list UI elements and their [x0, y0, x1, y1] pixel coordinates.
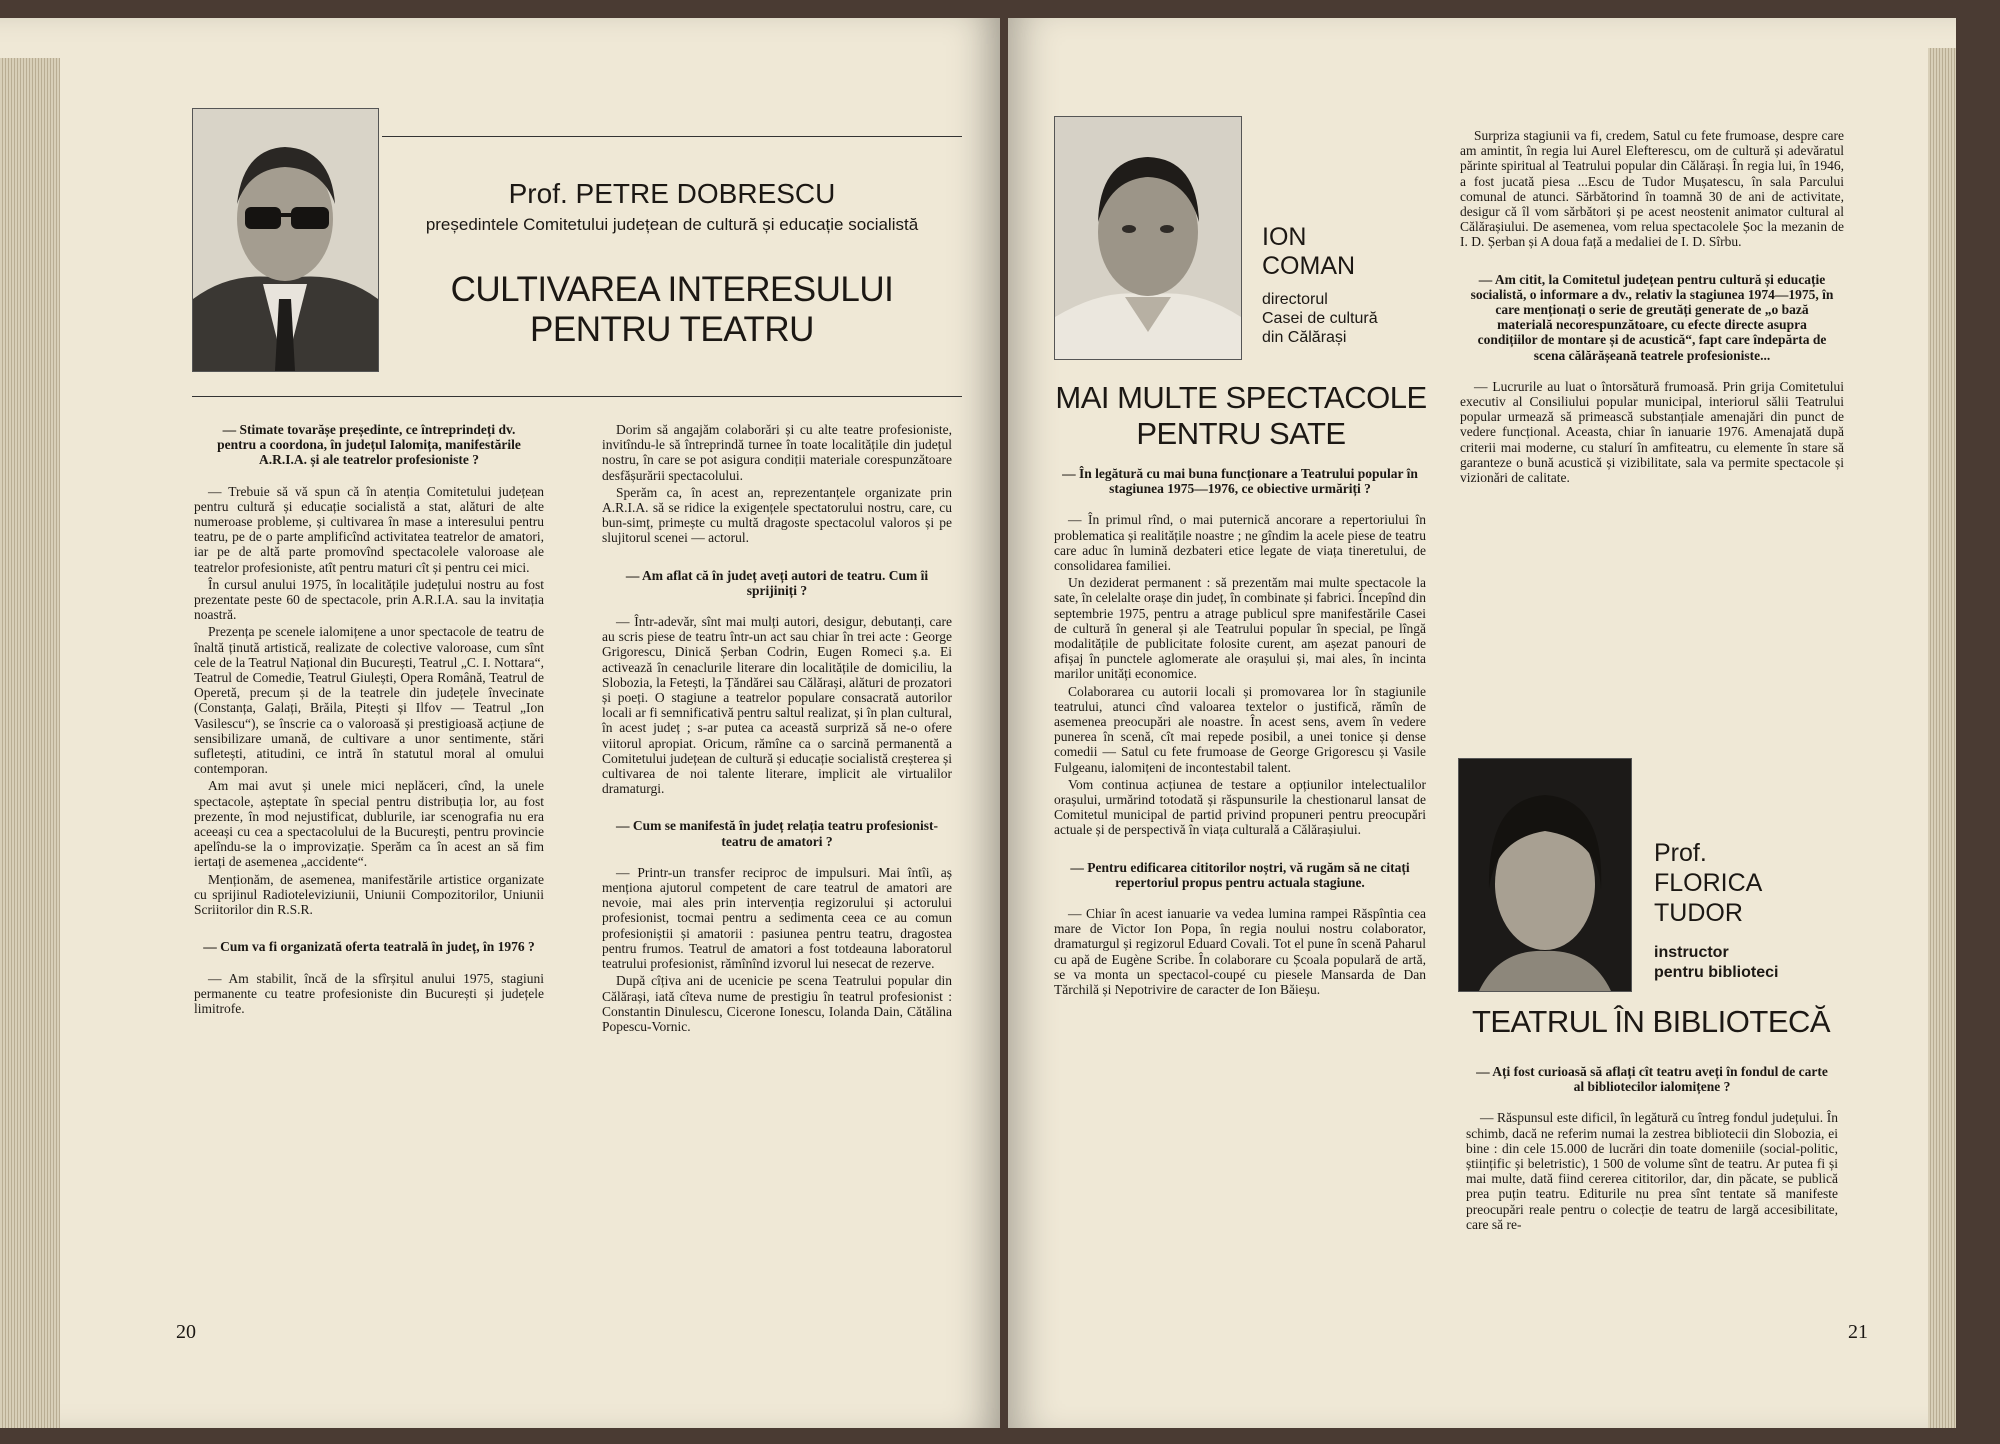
headline-line-2: PENTRU TEATRU	[530, 310, 814, 350]
article-column-2	[602, 422, 952, 1036]
author2-line-3: TUDOR	[1654, 899, 1743, 927]
author1-role-line-3: din Călărași	[1262, 329, 1347, 346]
article-1-column-2	[1460, 128, 1844, 487]
paragraph: — În primul rînd, o mai puternică ancorare a repertoriului în problematica și realitățile noastre ; ne gîndim la acele piese de teatru care aduc în lumină dezbateri etice legate de viața tineretului, de consolidarea familiei.	[1054, 512, 1426, 574]
portrait-man-icon	[1055, 117, 1241, 359]
portrait-man-glasses-icon	[193, 109, 378, 371]
paragraph: Colaborarea cu autorii locali și promovarea lor în stagiunile teatrului, atunci cînd valoarea textelor o justifică, rămîn de asemenea preocupări ale noastre. În acest sens, avem în vedere punerea în scenă, cît mai repede posibil, a unei tonice și dense comedii — Satul cu fete frumoase de George Grigorescu și Vasile Fulgeanu, ialomițeni de incontestabil talent.	[1054, 683, 1426, 775]
paragraph: Prezența pe scenele ialomițene a unor spectacole de teatru de înaltă ținută artistică, realizate de colective valoroase, cum sînt cele de la Teatrul Național din București, Teatrul „C. I. Nottara“, Teatrul de Comedie, Teatrul Giulești, Opera Română, Teatrul de Operetă, precum și de la teatrele din județele învecinate (Constanța, Galați, Brăila, Pitești și Ilfov — Teatrul „Ion Vasilescu“), se înscrie ca o valoroasă și prestigioasă acțiune de sensibilizare umană, de cultivare a unor sentimente, stări sufletești, atitudini, ce intră în statutul moral al omului contemporan.	[194, 624, 544, 777]
header-rule-top	[382, 136, 962, 137]
paragraph: — Într-adevăr, sînt mai mulți autori, desigur, debutanți, care au scris piese de teatru într-un act sau chiar în trei acte : George Grigorescu, Dinică Șerban Codrin, Eugen Romeci ș.a. Ei activează în cenaclurile literare din localitățile de domiciliu, la Slobozia, la Fetești, la Țăndărei sau Călărași, alături de prozatori și poeți. O stagiune a teatrelor populare consacrată autorilor locali ar fi semnificativă pentru saltul realizat, și în plan cultural, în acest județ ; s-ar putea ca această surpriză să ne-o ofere viitorul apropiat. Oricum, rămîne ca o sarcină permanentă a Comitetului județean de cultură și educație socialistă creșterea și cultivarea de noi talente literare, implicit ale virtualilor dramaturgi.	[602, 614, 952, 797]
headline-line-1: CULTIVAREA INTERESULUI	[450, 270, 894, 309]
author1-role	[1262, 290, 1378, 347]
author-role: președintele Comitetului județean de cultură și educație socialistă	[425, 215, 919, 234]
paragraph: — Printr-un transfer reciproc de impulsuri. Mai întîi, aș menționa ajutorul competent de care teatrul de amatori are nevoie, mai ales prin intervenția regizorului și actorului profesionist, tocmai pentru a sedimenta ceea ce au comun profesioniștii și amatorii : pasiunea pentru teatru, dragostea pentru frumos. Teatrul de amatori a fost totdeauna laboratorul teatrului profesionist, rămînînd izvorul lui nesecat de rezerve.	[602, 864, 952, 972]
author2-role	[1654, 943, 1778, 983]
interview-question: — Cum va fi organizată oferta teatrală în județ, în 1976 ?	[203, 939, 535, 955]
paragraph: — Lucrurile au luat o întorsătură frumoasă. Prin grija Comitetului executiv al Consiliului popular municipal, interiorul sălii Teatrului popular urmează să primească substanțiale amenajări din punct de vedere funcțional. Aceasta, chiar în ianuarie 1976. Amenajată după criterii mai moderne, cu stalurí în amfiteatru, cu elemente în stare să garanteze o bună acustică și vizibilitate, sala va permite spectacole și vizionări de calitate.	[1460, 378, 1844, 486]
author-name: Prof. PETRE DOBRESCU	[508, 178, 836, 209]
author2-line-1: Prof.	[1654, 839, 1707, 867]
page-edges-right	[1928, 48, 1956, 1428]
paragraph: După cîțiva ani de ucenicie pe scena Teatrului popular din Călărași, iată cîteva nume de prestigiu în teatrul profesionist : Constantin Dinulescu, Cicerone Ionescu, Iolanda Dain, Cătălina Popescu-Vornic.	[602, 973, 952, 1034]
left-page	[0, 18, 1000, 1428]
article-2-column	[1466, 1064, 1838, 1234]
paragraph: Sperăm ca, în acest an, reprezentanțele organizate prin A.R.I.A. să se ridice la exigențele spectatorului nostru, care, cu bun-simț, primește cu multă dragoste spectacolul valoros și pe slujitorul scenei — actorul.	[602, 484, 952, 546]
page-number-right: 21	[1848, 1321, 1868, 1343]
headline-1-line-1: MAI MULTE SPECTACOLE	[1055, 380, 1427, 415]
paragraph: Dorim să angajăm colaborări și cu alte teatre profesioniste, invitîndu-le să întreprindă turnee în toate localitățile din județul nostru, în care se pot asigura condiții materiale corespunzătoare desfășurării spectacolului.	[602, 422, 952, 483]
paragraph: Surpriza stagiunii va fi, credem, Satul cu fete frumoase, despre care am amintit, în regia lui Aurel Elefterescu, om de cultură și adevăratul părinte spiritual al Teatrului popular din Călărași. În regia lui, în 1946, a fost jucată piesa ...Escu de Tudor Mușatescu, în sala Parcului comunal de atunci. Sărbătorind în toamnă 30 de ani de activitate, desigur că îl vom sărbători și pe acest neostenit animator cultural al Călărașiului. De asemenea, vom relua spectacolele Șoc la mezanin de I. D. Șerban și A doua față a medaliei de I. D. Sîrbu.	[1460, 128, 1844, 250]
portrait-petre-dobrescu	[192, 108, 379, 372]
paragraph: — Răspunsul este dificil, în legătură cu întreg fondul județului. În schimb, dacă ne referim numai la zestrea bibliotecii din Slobozia, ei bine : din cele 15.000 de lucrări din toate domeniile (social-politic, științific și beletristic), 1 500 de volume sînt de teatru. Ar putea fi și mai multe, dată fiind cererea cititorilor, dar, din păcate, se publică prea puțin teatru. Editurile nu prea sînt tentate să manifeste preocupări reale pentru o colecție de teatru de largă accesibilitate, care să re-	[1466, 1110, 1838, 1232]
interview-question: — Ați fost curioasă să aflați cît teatru aveți în fondul de carte al bibliotecilor ialomițene ?	[1476, 1064, 1828, 1095]
portrait-ion-coman	[1054, 116, 1242, 360]
paragraph: — Am stabilit, încă de la sfîrșitul anului 1975, stagiuni permanente cu teatre profesioniste din București și județele limitrofe.	[194, 970, 544, 1016]
author1-role-line-1: directorul	[1262, 291, 1328, 308]
header-rule-bottom	[192, 396, 962, 397]
author1-name	[1262, 223, 1355, 281]
interview-question: — În legătură cu mai buna funcționare a Teatrului popular în stagiunea 1975—1976, ce obiective urmăriți ?	[1062, 466, 1418, 497]
author1-role-line-2: Casei de cultură	[1262, 310, 1378, 327]
interview-question: — Stimate tovarășe președinte, ce întreprindeți dv. pentru a coordona, în județul Ialomița, manifestările A.R.I.A. și ale teatrelor profesioniste ?	[217, 422, 521, 468]
paragraph: În cursul anului 1975, în localitățile județului nostru au fost prezentate peste 60 de spectacole, prin A.R.I.A. sau la invitația noastră.	[194, 576, 544, 623]
headline-1-line-2: PENTRU SATE	[1136, 415, 1346, 451]
headline-1	[1048, 380, 1434, 451]
paragraph: Vom continua acțiunea de testare a opțiunilor intelectualilor orașului, urmărind totodată și răspunsurile la chestionarul lansat de Comitetul municipal de partid privind propuneri pentru preocupări actuale și de perspectivă în viața culturală a Călărașiului.	[1054, 776, 1426, 838]
author2-role-line-2: pentru biblioteci	[1654, 964, 1779, 981]
paragraph: — Trebuie să vă spun că în atenția Comitetului județean pentru cultură și educație socialistă a stat, alături de alte numeroase probleme, și cultivarea în mase a interesului pentru teatru, pe de o parte amplificînd activitatea teatrelor de amatori, iar pe de altă parte promovînd spectacolele valoroase ale teatrelor profesioniste, atît pentru maturi cît și pentru cei mici.	[194, 483, 544, 575]
page-number-left: 20	[176, 1321, 196, 1343]
article-column-1	[194, 422, 544, 1018]
portrait-florica-tudor	[1458, 758, 1632, 992]
page-edges-left	[0, 58, 60, 1428]
paragraph: Un deziderat permanent : să prezentăm mai multe spectacole la sate, în celelalte orașe din județ, în combinate și fabrici. Începînd din septembrie 1975, pentru a atrage publicul spre manifestările Casei de cultură în general și ale Teatrului popular în special, pe lîngă modalitățile de publicitate folosite curent, am așezat panouri de afișaj în punctele aglomerate ale orașului și, mai ales, în incinta marilor unități economice.	[1054, 575, 1426, 682]
portrait-woman-icon	[1459, 759, 1631, 991]
paragraph: Am mai avut și unele mici neplăceri, cînd, la unele spectacole, așteptate în special pentru distribuția lor, au fost prezente, în mod nejustificat, dublurile, iar scenografia nu era aceeași cu cea a spectacolului de la București, pentru provincie apelîndu-se la o improvizație. Sperăm ca în acest an să fim iertați de asemenea „accidente“.	[194, 778, 544, 870]
author1-name-line-2: COMAN	[1262, 252, 1356, 280]
author2-line-2: FLORICA	[1654, 869, 1763, 897]
paragraph: — Chiar în acest ianuarie va vedea lumina rampei Răspîntia cea mare de Victor Ion Popa, în regia noului nostru colaborator, dramaturgul și regizorul Eduard Covali. Tot el pune în scenă Paharul cu apă de Eugène Scribe. În colaborare cu Școala populară de artă, se va monta un spectacol-coupé cu piesele Mansarda de Dan Tărchilă și Nepotrivire de caracter de Ion Băieșu.	[1054, 906, 1426, 998]
author2-role-line-1: instructor	[1654, 944, 1729, 961]
author1-name-line-1: ION	[1262, 223, 1307, 251]
headline	[382, 270, 962, 351]
interview-question: — Am aflat că în județ aveți autori de teatru. Cum îi sprijiniți ?	[625, 567, 929, 598]
author2-name	[1654, 838, 1762, 928]
article-1-column	[1054, 466, 1426, 999]
paragraph: Menționăm, de asemenea, manifestările artistice organizate cu sprijinul Radioteleviziunii, Uniunii Compozitorilor, Uniunii Scriitorilor din R.S.R.	[194, 871, 544, 918]
headline-2: TEATRUL ÎN BIBLIOTECĂ	[1471, 1004, 1831, 1039]
interview-question: — Am citit, la Comitetul județean pentru cultură și educație socialistă, o informare a dv., relativ la stagiunea 1974—1975, în care menționați o serie de greutăți generate de „o bază materială necorespunzătoare, cu efecte directe asupra condițiilor de montare și de acustică“, fapt care îndepărta de scena călărășeană teatrele profesioniste...	[1470, 271, 1834, 363]
interview-question: — Cum se manifestă în județ relația teatru profesionist-teatru de amatori ?	[616, 818, 938, 849]
interview-question: — Pentru edificarea cititorilor noștri, vă rugăm să ne citați repertoriul propus pentru actuala stagiune.	[1070, 859, 1410, 890]
right-page	[1008, 18, 1956, 1428]
